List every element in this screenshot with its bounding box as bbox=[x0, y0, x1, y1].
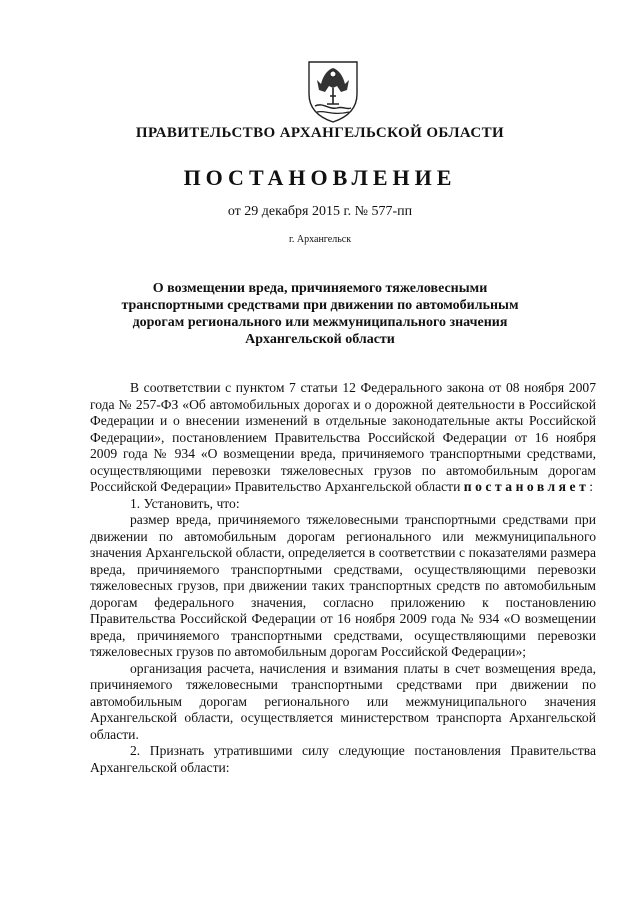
coat-of-arms-icon bbox=[303, 58, 363, 124]
paragraph-harm-size: размер вреда, причиняемого тяжеловесными транспортными средствами при движении по автомобильным дорогам регионального или межмуниципального значения Архангельской области, определяется в соответствии с показателями размера вреда, причиняемого транспортными средствами, осуществляющими перевозки тяжеловесных грузов, при движении таких транспортных средств по автомобильным дорогам федерального значения, согласно приложению к постановлению Правительства Российской Федерации от 16 ноября 2009 года № 934 «О возмещении вреда, причиняемого транспортными средствами, осуществляющими перевозки тяжеловесных грузов по автомобильным дорогам Российской Федерации»; bbox=[90, 512, 596, 659]
preamble-end: : bbox=[589, 479, 594, 494]
date-number: от 29 декабря 2015 г. № 577-пп bbox=[227, 204, 413, 219]
city: г. Архангельск bbox=[288, 234, 352, 245]
paragraph-item-2: 2. Признать утратившими силу следующие постановления Правительства Архангельской области: bbox=[90, 743, 596, 775]
preamble-text: В соответствии с пунктом 7 статьи 12 Федерального закона от 08 ноября 2007 года № 257-ФЗ «Об автомобильных дорогах и о дорожной деятельности в Российской Федерации и о внесении изменений в отдельные законодательные акты Российской Федерации», постановлением Правительства Российской Федерации от 16 ноября 2009 года № 934 «О возмещении вреда, причиняемого транспортными средствами, осуществляющими перевозки тяжеловесных грузов по автомобильным дорогам Российской Федерации» Правительство Архангельской области bbox=[90, 380, 596, 494]
paragraph-item-1: 1. Установить, что: bbox=[130, 495, 240, 511]
document-type: ПОСТАНОВЛЕНИЕ bbox=[183, 165, 457, 190]
paragraph-preamble bbox=[90, 380, 596, 496]
paragraph-payment-organization: организация расчета, начисления и взимания платы в счет возмещения вреда, причиняемого тяжеловесными транспортными средствами при движении по автомобильным дорогам регионального или межмуниципального значения Архангельской области, осуществляется министерством транспорта Архангельской области. bbox=[90, 660, 596, 742]
decree-word: постановляет bbox=[463, 479, 590, 494]
document-body bbox=[90, 380, 596, 776]
government-name: ПРАВИТЕЛЬСТВО АРХАНГЕЛЬСКОЙ ОБЛАСТИ bbox=[135, 125, 505, 141]
document-title: О возмещении вреда, причиняемого тяжеловесными транспортными средствами при движении по автомобильным дорогам регионального или межмуниципального значения Архангельской области bbox=[121, 281, 519, 347]
